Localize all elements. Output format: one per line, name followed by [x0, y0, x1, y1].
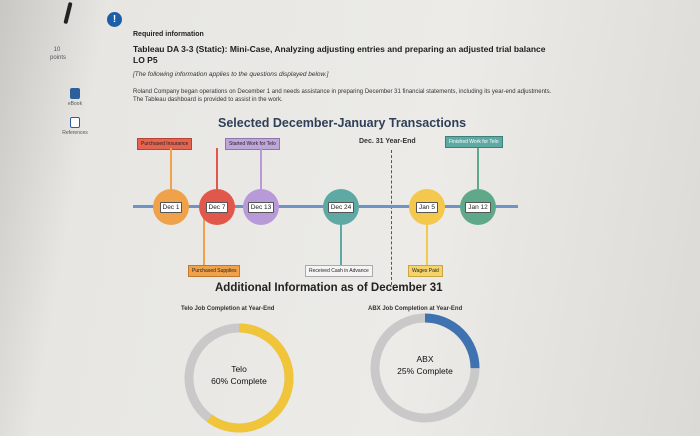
abx-pct: 25% Complete: [397, 366, 453, 376]
ebook-label: eBook: [67, 101, 83, 107]
telo-caption: Telo Job Completion at Year-End: [181, 306, 275, 312]
required-info-heading: Required information: [133, 31, 204, 38]
tag-finished-work-telo: Finished Work for Telo: [445, 136, 503, 148]
question-title: [133, 44, 573, 66]
tag-purchased-supplies: Purchased Supplies: [188, 265, 240, 277]
tag-received-cash-advance: Received Cash in Advance: [305, 265, 373, 277]
points-label: points: [50, 55, 67, 61]
node-jan12-label: Jan 12: [465, 202, 491, 213]
node-dec7-label: Dec 7: [206, 202, 229, 213]
node-jan12[interactable]: [460, 189, 496, 225]
pencil-icon: [63, 2, 72, 24]
node-jan5[interactable]: [409, 189, 445, 225]
question-note: [The following information applies to the questions displayed below.]: [133, 71, 329, 78]
node-dec13-label: Dec 13: [248, 202, 275, 213]
node-dec24-label: Dec 24: [328, 202, 355, 213]
sidebar: [0, 0, 115, 436]
node-jan5-label: Jan 5: [416, 202, 438, 213]
points-value: 10: [53, 47, 61, 53]
abx-ring-text: [367, 353, 483, 377]
references-icon: [70, 117, 80, 128]
references-label: References: [62, 130, 88, 136]
tag-started-work-telo: Started Work for Telo: [225, 138, 280, 150]
ebook-button[interactable]: [55, 88, 95, 107]
node-dec7[interactable]: [199, 189, 235, 225]
node-dec1[interactable]: [153, 189, 189, 225]
telo-pct: 60% Complete: [211, 376, 267, 386]
abx-name: ABX: [416, 354, 434, 364]
question-description: Roland Company began operations on December 1 and needs assistance in preparing December 31 financial statements, including its year-end adjustments. The Tableau dashboard is provided to assist in the work.: [133, 89, 552, 103]
year-end-label: Dec. 31 Year-End: [359, 138, 416, 145]
tableau-dashboard: [133, 112, 528, 432]
telo-ring-text: [181, 363, 297, 387]
question-title-line2: LO P5: [133, 55, 158, 65]
tag-wages-paid: Wages Paid: [408, 265, 443, 277]
telo-name: Telo: [231, 364, 247, 374]
additional-info-title: Additional Information as of December 31: [215, 282, 443, 294]
node-dec1-label: Dec 1: [160, 202, 183, 213]
dashboard-title: Selected December-January Transactions: [218, 116, 467, 130]
tag-purchased-insurance: Purchased Insurance: [137, 138, 192, 150]
points-indicator: [50, 46, 67, 62]
year-end-divider: [391, 150, 392, 285]
book-icon: [70, 88, 80, 99]
references-button[interactable]: [55, 117, 95, 136]
node-dec13[interactable]: [243, 189, 279, 225]
node-dec24[interactable]: [323, 189, 359, 225]
alert-icon[interactable]: !: [107, 12, 122, 27]
question-title-line1: Tableau DA 3-3 (Static): Mini-Case, Analyzing adjusting entries and preparing an adjusted trial balance: [133, 44, 546, 54]
abx-caption: ABX Job Completion at Year-End: [368, 306, 463, 312]
